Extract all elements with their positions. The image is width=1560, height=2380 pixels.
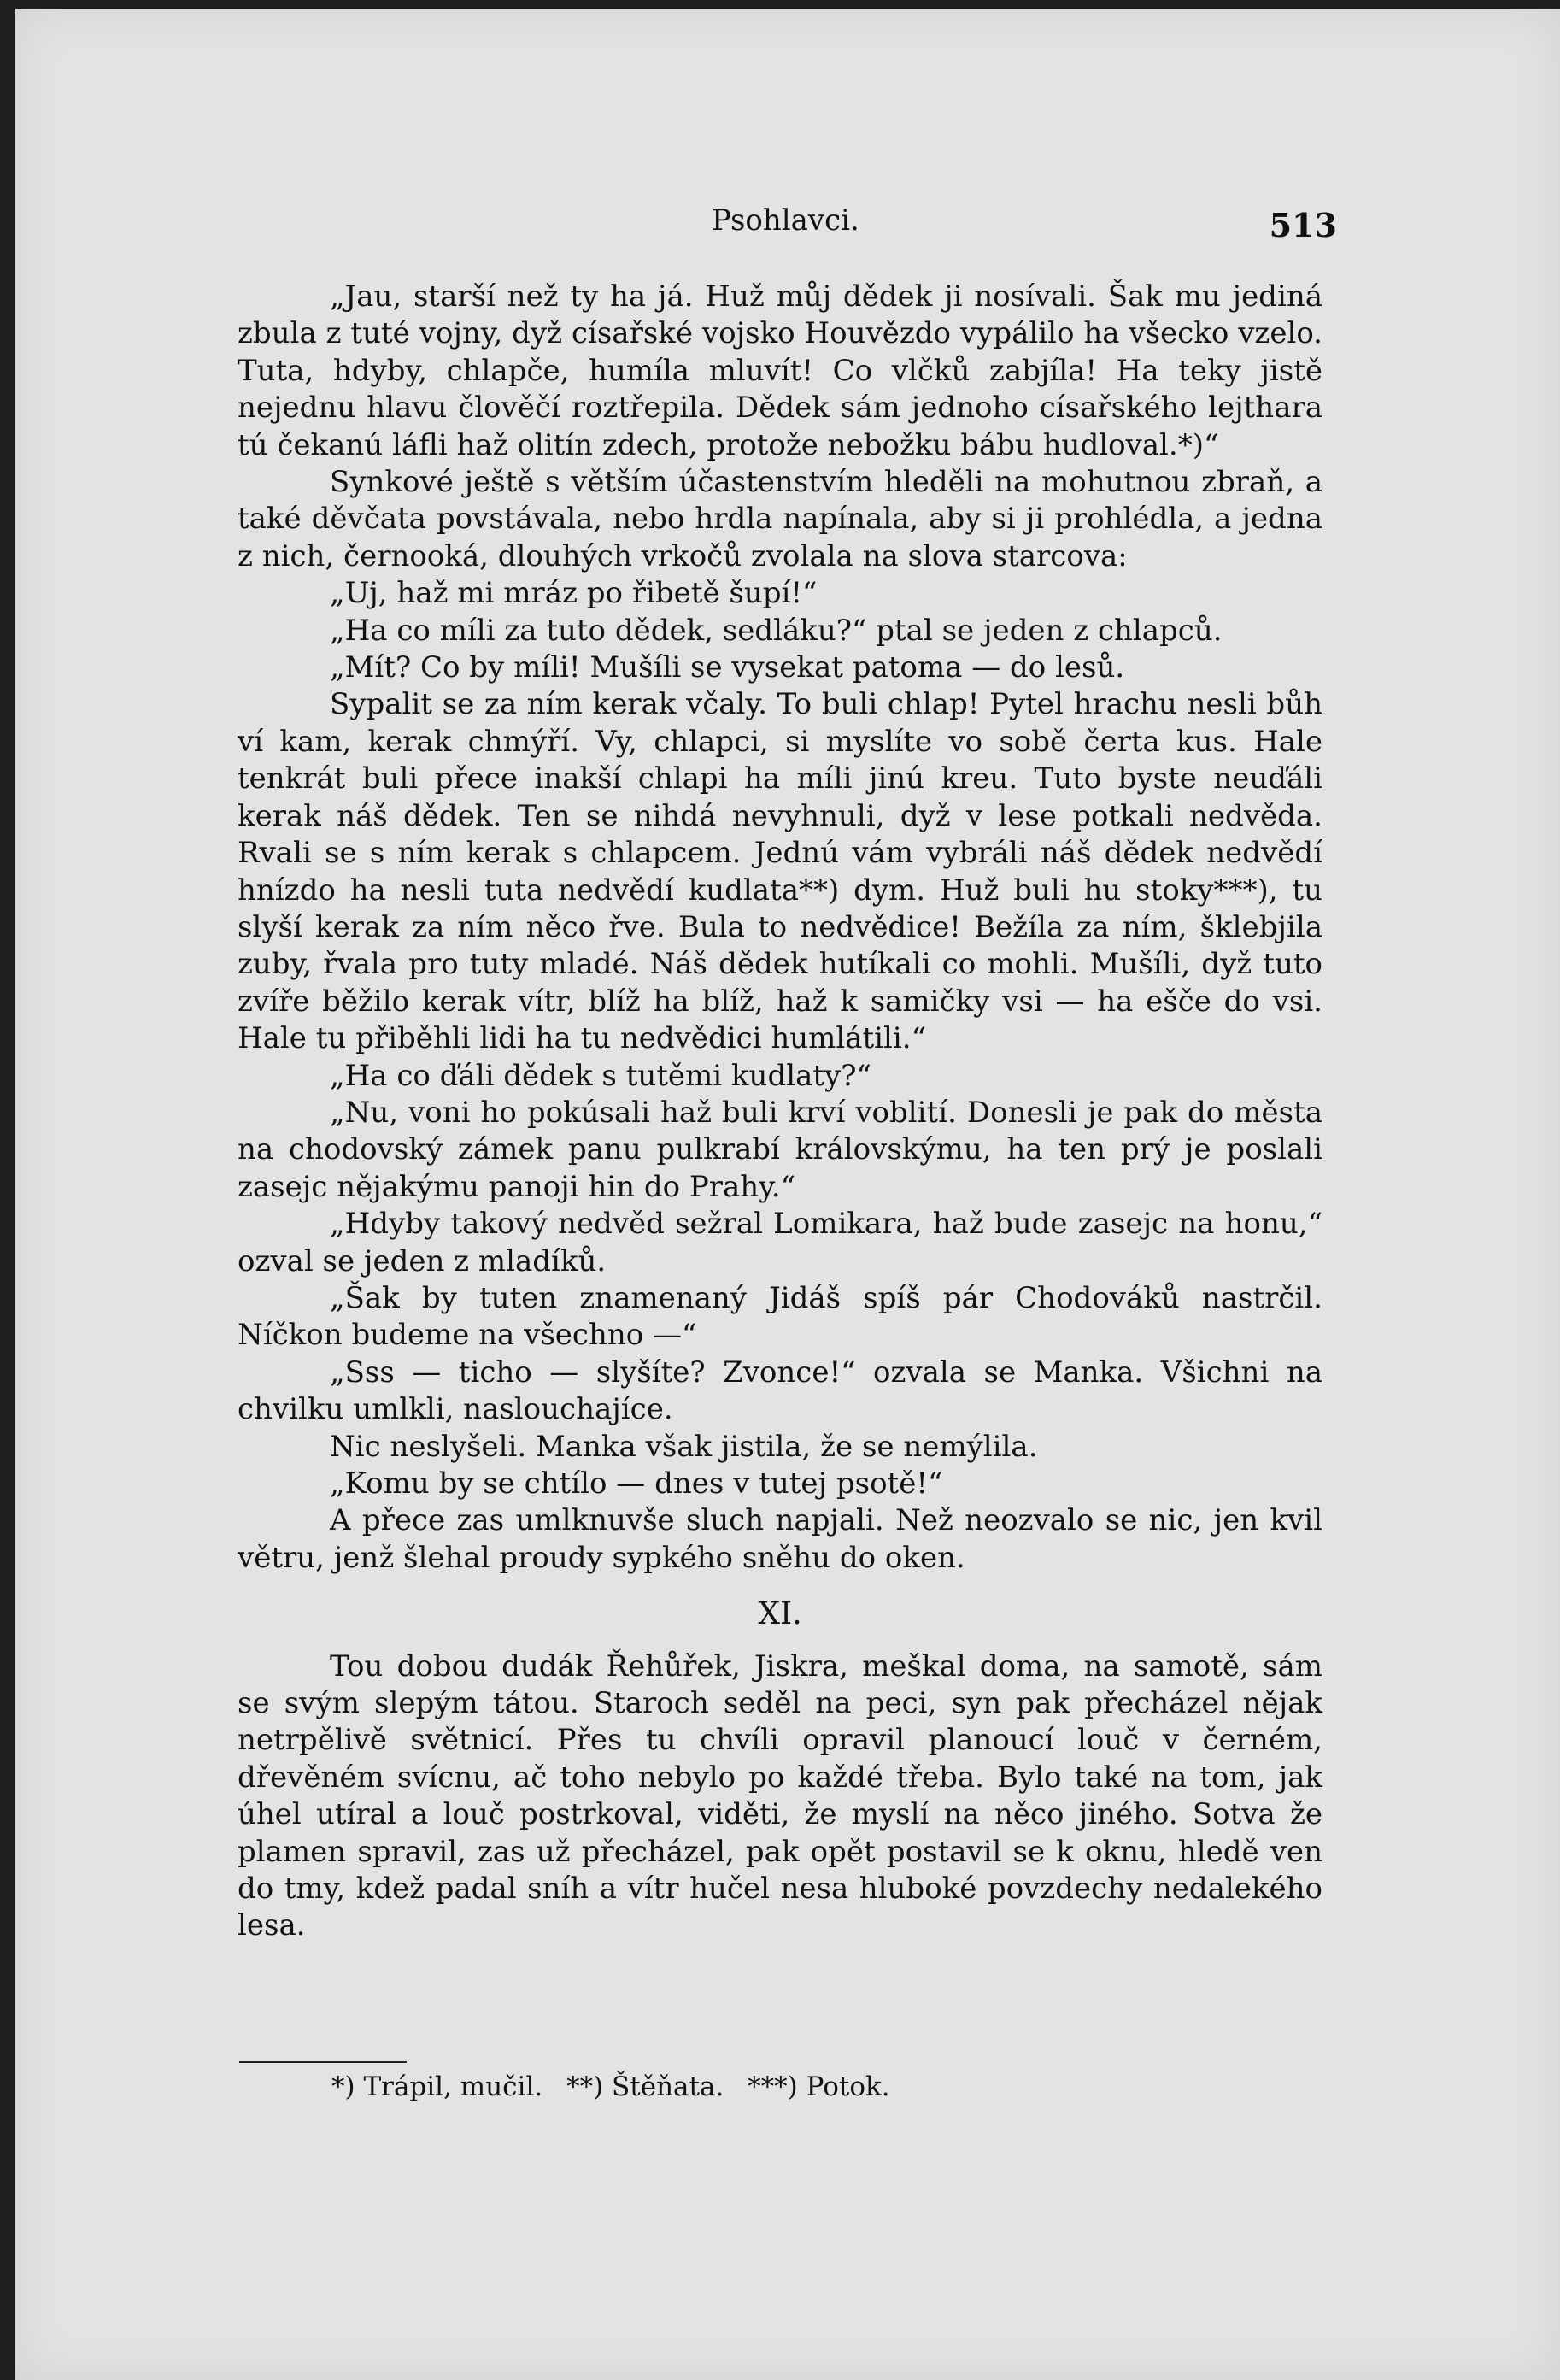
paragraph: „Šak by tuten znamenaný Jidáš spíš pár Chodováků nastrčil. Níčkon budeme na všechno —“ xyxy=(238,1280,1322,1353)
running-head: Psohlavci. xyxy=(712,203,859,238)
paragraph: „Sss — ticho — slyšíte? Zvonce!“ ozvala se Manka. Všichni na chvilku umlkli, naslouchajíce. xyxy=(238,1355,1322,1427)
paragraph: „Jau, starší než ty ha já. Huž můj dědek ji nosívali. Šak mu jediná zbula z tuté vojny, dyž císařské vojsko Houvězdo vypálilo ha všecko vzelo. Tuta, hdyby, chlapče, humíla mluvít! Co vlčků zabjíla! Ha teky jistě nejednu hlavu člověčí roztřepila. Dědek sám jednoho císařského lejthara tú čekanú láfli haž olitín zdech, protože nebožku bábu hudloval.*)“ xyxy=(238,279,1322,462)
paragraph: A přece zas umlknuvše sluch napjali. Než neozvalo se nic, jen kvil větru, jenž šlehal proudy sypkého sněhu do oken. xyxy=(238,1503,1322,1575)
chapter-heading: XI. xyxy=(758,1596,802,1632)
paragraph: „Mít? Co by míli! Mušíli se vysekat patoma — do lesů. xyxy=(330,650,1125,685)
paragraph: Nic neslyšeli. Manka však jistila, že se nemýlila. xyxy=(330,1429,1038,1464)
paragraph: Sypalit se za ním kerak včaly. To buli chlap! Pytel hrachu nesli bůh ví kam, kerak chmýří. Vy, chlapci, si myslíte vo sobě čerta kus. Hale tenkrát buli přece inakší chlapi ha míli jinú kreu. Tuto byste neuďáli kerak náš dědek. Ten se nihdá nevyhnuli, dyž v lese potkali nedvěda. Rvali se s ním kerak s chlapcem. Jednú vám vybráli náš dědek nedvědí hnízdo ha nesli tuta nedvědí kudlata**) dym. Huž buli hu stoky***), tu slyší kerak za ním něco řve. Bula to nedvědice! Bežíla za ním, šklebjila zuby, řvala pro tuty mladé. Náš dědek hutíkali co mohli. Mušíli, dyž tuto zvíře běžilo kerak vítr, blíž ha blíž, haž k samičky vsi — ha ešče do vsi. Hale tu přiběhli lidi ha tu nedvědici humlátili.“ xyxy=(238,687,1322,1056)
book-page xyxy=(15,9,1560,2380)
paragraph: „Komu by se chtílo — dnes v tutej psotě!“ xyxy=(330,1466,943,1501)
footnotes xyxy=(331,2071,906,2102)
chapter-paragraph: Tou dobou dudák Řehůřek, Jiskra, meškal doma, na samotě, sám se svým slepým tátou. Staroch seděl na peci, syn pak přecházel nějak netrpělivě světnicí. Přes tu chvíli opravil planoucí louč v černém, dřevěném svícnu, ač toho nebylo po každé třeba. Bylo také na tom, jak úhel utíral a louč postrkoval, viděti, že myslí na něco jiného. Sotva že plamen spravil, zas už přecházel, pak opět postavil se k oknu, hledě ven do tmy, kdež padal sníh a vítr hučel nesa hluboké povzdechy nedalekého lesa. xyxy=(238,1648,1322,1943)
footnote: **) Štěňata. xyxy=(566,2071,724,2102)
paragraph: „Uj, haž mi mráz po řibetě šupí!“ xyxy=(330,576,818,611)
paragraph: Synkové ještě s větším účastenstvím hleděli na mohutnou zbraň, a také děvčata povstávala, nebo hrdla napínala, aby si ji prohlédla, a jedna z nich, černooká, dlouhých vrkočů zvolala na slova starcova: xyxy=(238,465,1322,573)
footnote: *) Trápil, mučil. xyxy=(331,2071,543,2102)
page-number: 513 xyxy=(1269,206,1337,244)
paragraph: „Ha co ďáli dědek s tutěmi kudlaty?“ xyxy=(330,1058,871,1093)
paragraph: „Hdyby takový nedvěd sežral Lomikara, haž bude zasejc na honu,“ ozval se jeden z mladíků. xyxy=(238,1207,1322,1278)
paragraph: „Ha co míli za tuto dědek, sedláku?“ ptal se jeden z chlapců. xyxy=(330,613,1223,648)
page-header xyxy=(226,203,1337,255)
footnote-divider xyxy=(239,2061,407,2063)
paragraph: „Nu, voni ho pokúsali haž buli krví voblití. Donesli je pak do města na chodovský zámek panu pulkrabí královskýmu, ha ten prý je poslali zasejc nějakýmu panoji hin do Prahy.“ xyxy=(238,1095,1322,1204)
footnote: ***) Potok. xyxy=(748,2071,890,2102)
body-text xyxy=(238,279,1322,1945)
